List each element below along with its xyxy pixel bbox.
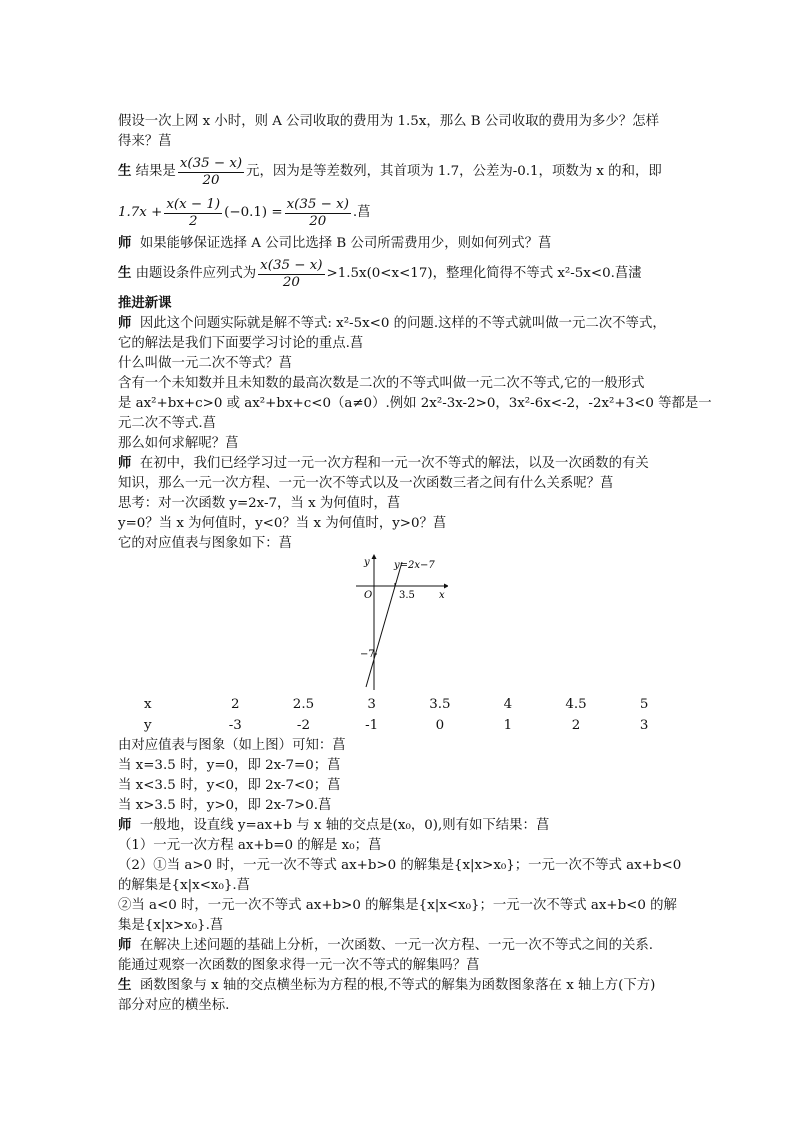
inequality-text-after: >1.5x(0<x<17)，整理化简得不等式 x²-5x<0.菖澅 xyxy=(326,266,642,281)
teacher-question-line xyxy=(118,234,678,254)
definition-line3: 元二次不等式.菖 xyxy=(118,416,216,431)
table-cell: -1 xyxy=(365,717,379,733)
table-cell: 2 xyxy=(571,717,581,733)
table-intro: 它的对应值表与图象如下：菖 xyxy=(118,536,293,551)
teacher-intro-text1: 在初中，我们已经学习过一元一次方程和一元一次不等式的解法，以及一次函数的有关 xyxy=(139,456,649,471)
speaker-teacher: 师 xyxy=(118,316,132,331)
x-intercept-label: 3.5 xyxy=(399,590,415,601)
x-axis-label: x xyxy=(439,590,445,601)
teacher-explain-line1 xyxy=(118,314,678,334)
answer-text-after: 元，因为是等差数列，其首项为 1.7，公差为-0.1，项数为 x 的和，即 xyxy=(246,164,662,179)
line-label: y=2x−7 xyxy=(394,560,435,571)
paragraph-question-line2: 得来？菖 xyxy=(118,134,172,149)
speaker-student: 生 xyxy=(118,978,132,993)
fraction-term2 xyxy=(285,197,351,230)
speaker-student: 生 xyxy=(118,266,132,281)
origin-label: O xyxy=(364,590,373,601)
definition-line2: 是 ax²+bx+c>0 或 ax²+bx+c<0（a≠0）.例如 2x²-3x-2>0，3x²-6x<-2，-2x²+3<0 等都是一 xyxy=(118,396,712,411)
teacher-general-text: 一般地，设直线 y=ax+b 与 x 轴的交点是(x₀，0),则有如下结果：菖 xyxy=(139,818,550,833)
y-axis-arrow-icon xyxy=(372,554,377,559)
teacher-analysis-line1 xyxy=(118,936,678,956)
paragraph-question-line1: 假设一次上网 x 小时，则 A 公司收取的费用为 1.5x，那么 B 公司收取的费用为多少？怎样 xyxy=(118,114,659,129)
table-cell: -2 xyxy=(296,717,310,733)
table-cell: 3.5 xyxy=(429,696,451,712)
student-inequality-line xyxy=(118,254,678,294)
result-1: （1）一元一次方程 ax+b=0 的解是 x₀；菖 xyxy=(118,838,382,853)
table-row-y xyxy=(134,715,678,736)
table-cell: 3 xyxy=(367,696,376,712)
linear-function-graph xyxy=(348,554,678,692)
equation-tail: .菖 xyxy=(352,205,371,220)
fraction-numerator: x(35 − x) xyxy=(286,196,349,212)
speaker-teacher: 师 xyxy=(118,818,132,833)
table-label-x: x xyxy=(144,696,152,712)
teacher-intro-line2: 知识，那么一元一次方程、一元一次不等式以及一次函数三者之间有什么关系呢？菖 xyxy=(118,476,614,491)
fraction-denominator: 20 xyxy=(309,213,327,229)
equation-lead: 1.7x + xyxy=(118,205,163,220)
result-2-line2: 的解集是{x|x<x₀}.菖 xyxy=(118,878,251,893)
table-cell: 1 xyxy=(503,717,513,733)
teacher-intro-line1 xyxy=(118,454,678,474)
fraction-cost-b xyxy=(178,156,244,189)
fraction-denominator: 20 xyxy=(202,172,220,188)
definition-line1: 含有一个未知数并且未知数的最高次数是二次的不等式叫做一元二次不等式,它的一般形式 xyxy=(118,376,645,391)
speaker-teacher: 师 xyxy=(118,938,132,953)
fraction-numerator: x(35 − x) xyxy=(179,155,243,171)
teacher-explain-line2: 它的解法是我们下面要学习讨论的重点.菖 xyxy=(118,336,364,351)
fraction-denominator: 2 xyxy=(188,213,198,229)
y-intercept-label: −7 xyxy=(360,649,375,660)
y-axis-label: y xyxy=(364,557,370,568)
fraction-term1 xyxy=(164,197,222,230)
section-title: 推进新课 xyxy=(118,296,172,311)
graph-svg xyxy=(348,554,448,692)
line-y-2x-7 xyxy=(366,562,402,687)
fraction-denominator: 20 xyxy=(282,274,300,290)
student-conclusion-line2: 部分对应的横坐标. xyxy=(118,998,230,1013)
equation-mid: (−0.1) = xyxy=(224,205,283,220)
fraction-numerator: x(x − 1) xyxy=(166,196,221,212)
observation-less: 当 x<3.5 时，y<0，即 2x-7<0；菖 xyxy=(118,778,341,793)
inequality-text-before: 由题设条件应列式为 xyxy=(135,266,257,281)
student-answer-line xyxy=(118,152,678,192)
teacher-explain-text1: 因此这个问题实际就是解不等式: x²-5x<0 的问题.这样的不等式就叫做一元二次不等式， xyxy=(139,316,666,331)
table-cell: 0 xyxy=(435,717,445,733)
document-page xyxy=(118,112,712,1016)
speaker-student: 生 xyxy=(118,164,132,179)
observation-greater: 当 x>3.5 时，y>0，即 2x-7>0.菖 xyxy=(118,798,332,813)
table-cell: 4 xyxy=(503,696,513,712)
speaker-teacher: 师 xyxy=(118,236,132,251)
table-cell: 4.5 xyxy=(565,696,587,712)
table-cell: 2 xyxy=(230,696,240,712)
observation-equal: 当 x=3.5 时，y=0，即 2x-7=0；菖 xyxy=(118,758,341,773)
table-cell: 3 xyxy=(639,717,649,733)
table-cell: -3 xyxy=(228,717,242,733)
x-axis-arrow-icon xyxy=(444,584,448,589)
think-line2: y=0？当 x 为何值时，y<0？当 x 为何值时，y>0？菖 xyxy=(118,516,447,531)
table-cell: 5 xyxy=(639,696,649,712)
teacher-question-text: 如果能够保证选择 A 公司比选择 B 公司所需费用少，则如何列式？菖 xyxy=(139,236,552,251)
fraction-numerator: x(35 − x) xyxy=(260,257,323,273)
result-2-line1: （2）①当 a>0 时，一元一次不等式 ax+b>0 的解集是{x|x>x₀}；一元一次不等式 ax+b<0 xyxy=(118,858,682,873)
fraction-inequality xyxy=(258,258,324,291)
teacher-analysis-text1: 在解决上述问题的基础上分析，一次函数、一元一次方程、一元一次不等式之间的关系. xyxy=(139,938,654,953)
result-3-line2: 集是{x|x>x₀}.菖 xyxy=(118,918,224,933)
question-how-solve: 那么如何求解呢？菖 xyxy=(118,436,239,451)
table-label-y: y xyxy=(144,717,152,733)
student-conclusion-text1: 函数图象与 x 轴的交点横坐标为方程的根,不等式的解集为函数图象落在 x 轴上方(下方) xyxy=(139,978,656,993)
value-table xyxy=(134,694,678,736)
observation-intro: 由对应值表与图象（如上图）可知：菖 xyxy=(118,738,346,753)
think-line1: 思考：对一次函数 y=2x-7，当 x 为何值时，菖 xyxy=(118,496,401,511)
table-cell: 2.5 xyxy=(292,696,315,712)
student-conclusion-line1 xyxy=(118,976,678,996)
table-row-x xyxy=(134,694,678,715)
answer-text-before: 结果是 xyxy=(135,164,176,179)
teacher-analysis-line2: 能通过观察一次函数的图象求得一元一次不等式的解集吗？菖 xyxy=(118,958,480,973)
teacher-general-line xyxy=(118,816,678,836)
result-3-line1: ②当 a<0 时，一元一次不等式 ax+b>0 的解集是{x|x<x₀}；一元一次不等式 ax+b<0 的解 xyxy=(118,898,677,913)
sum-equation-line xyxy=(118,192,678,234)
question-definition: 什么叫做一元二次不等式？菖 xyxy=(118,356,293,371)
speaker-teacher: 师 xyxy=(118,456,132,471)
